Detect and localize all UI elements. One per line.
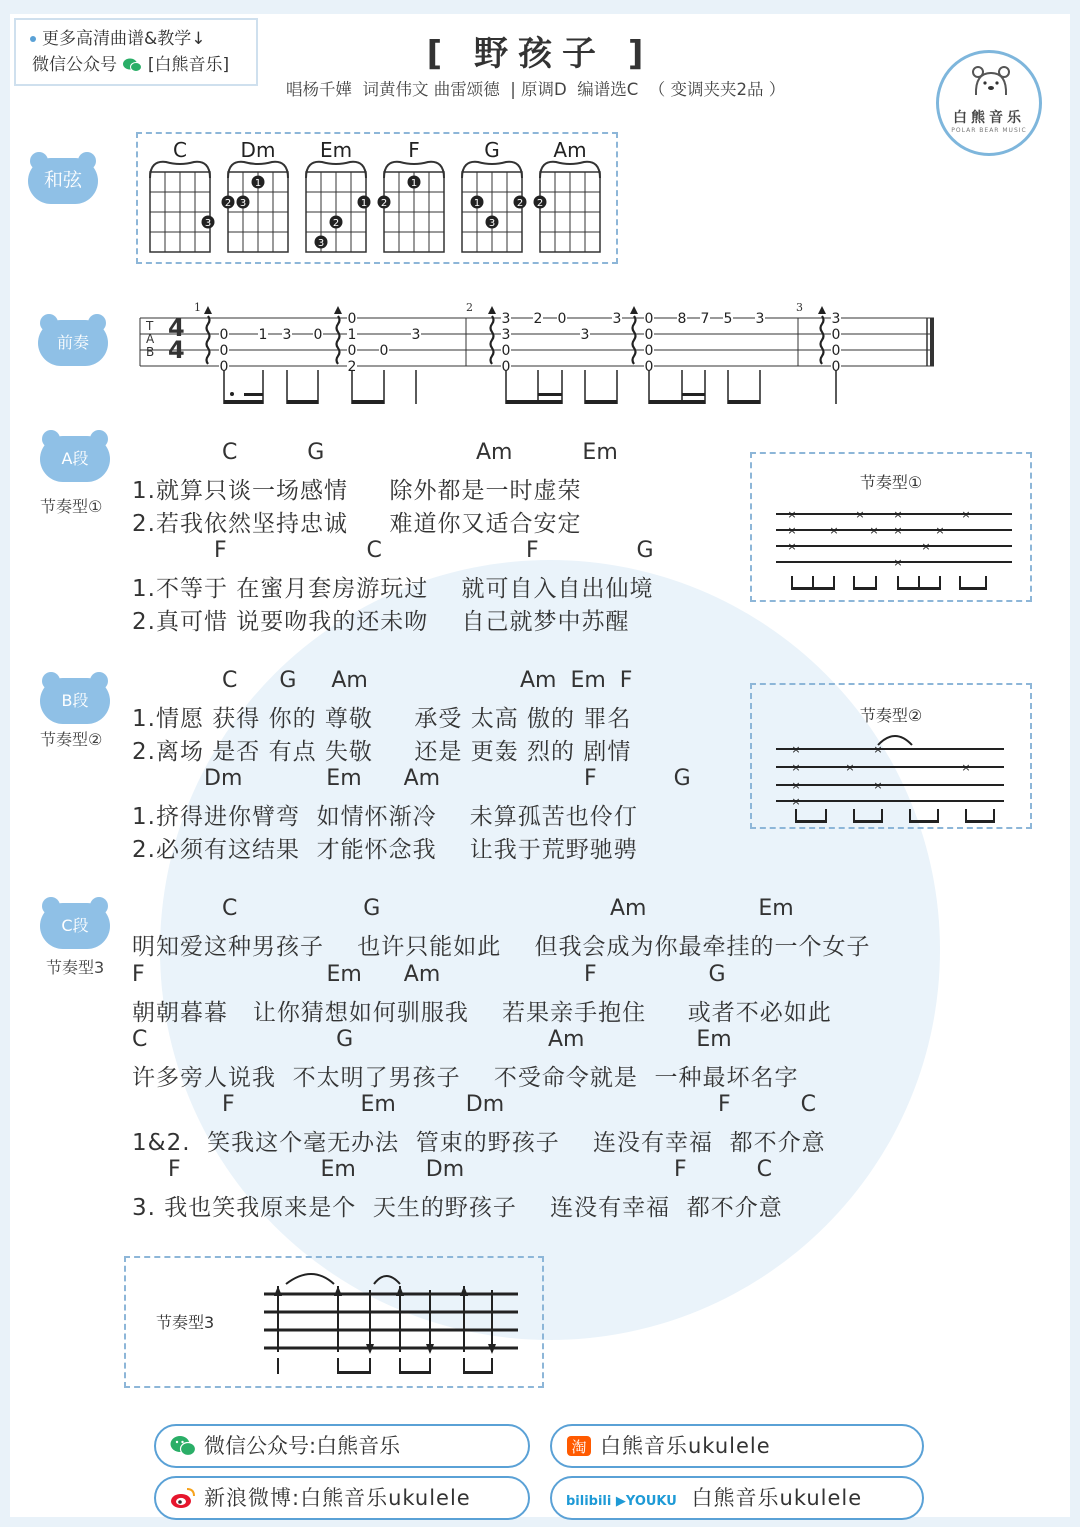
badge-b: B段 — [38, 672, 112, 724]
svg-text:3: 3 — [755, 311, 765, 327]
beam — [728, 400, 760, 404]
strum-mark: × — [873, 743, 883, 756]
rhythm-pattern-2 — [750, 683, 1032, 829]
time-signature: 4 — [168, 314, 185, 342]
chord-line: F Em Dm — [168, 1157, 465, 1182]
tab-note — [644, 311, 654, 327]
beam — [585, 400, 617, 404]
svg-text:0: 0 — [501, 359, 511, 375]
promo-line2: 微信公众号 — [32, 55, 117, 75]
tab-note — [501, 311, 511, 327]
rhythm-pattern-3 — [124, 1256, 544, 1388]
svg-text:3: 3 — [317, 238, 325, 249]
tab-note — [831, 311, 841, 327]
lyric-line: 2.必须有这结果 才能怀念我 让我于荒野驰骋 — [132, 837, 638, 863]
finger-dot — [237, 196, 250, 210]
beam — [506, 400, 562, 404]
chord-line: F C — [214, 538, 382, 563]
strum-mark: × — [935, 524, 945, 537]
finger-dot — [471, 196, 484, 210]
strum-mark: × — [869, 524, 879, 537]
strum-mark: × — [893, 508, 903, 521]
svg-text:8: 8 — [677, 311, 687, 327]
strum-mark: × — [787, 540, 797, 553]
strum-mark: × — [893, 556, 903, 569]
tab-note — [379, 343, 389, 359]
strum-mark: × — [961, 508, 971, 521]
badge-intro: 前奏 — [36, 314, 110, 366]
arpeggio-arrow — [204, 306, 212, 364]
chord-line: F G — [526, 538, 654, 563]
taobao-icon — [566, 1434, 592, 1458]
tab-note — [831, 343, 841, 359]
wechat-icon — [170, 1434, 196, 1458]
chord-c — [150, 138, 215, 252]
lyric-line: 2.离场 是否 有点 失敬 还是 更轰 烈的 剧情 — [132, 739, 632, 765]
svg-text:3: 3 — [831, 311, 841, 327]
beam — [400, 1371, 430, 1374]
tab-note — [411, 327, 421, 343]
up-arrow — [396, 1286, 404, 1296]
brand-logo — [936, 50, 1042, 156]
finger-dot — [514, 196, 527, 210]
beam — [338, 1371, 370, 1374]
slur — [286, 1274, 334, 1284]
svg-text:3: 3 — [239, 198, 247, 209]
chord-g — [462, 138, 527, 252]
rhythm-box-2-label: 节奏型② — [859, 706, 923, 725]
tab-clef: T — [146, 319, 154, 333]
lyric-line: 明知爱这种男孩子 也许只能如此 但我会成为你最牵挂的一个女子 — [132, 934, 871, 960]
finger-dot — [378, 196, 391, 210]
svg-text:0: 0 — [831, 359, 841, 375]
svg-text:3: 3 — [501, 327, 511, 343]
footer-bilibili-youku[interactable] — [550, 1476, 924, 1520]
svg-text:3: 3 — [411, 327, 421, 343]
polar-bear-icon — [971, 65, 1011, 99]
lyric-line: 朝朝暮暮 让你猜想如何驯服我 若果亲手抱住 或者不必如此 — [132, 1000, 832, 1026]
footer-wechat[interactable] — [154, 1424, 530, 1468]
strum-mark: × — [921, 540, 931, 553]
svg-text:0: 0 — [219, 359, 229, 375]
badge-a: A段 — [38, 430, 112, 482]
lyric-line: 许多旁人说我 不太明了男孩子 不受命令就是 一种最坏名字 — [132, 1065, 799, 1091]
beam — [796, 820, 826, 823]
strum-mark: × — [893, 524, 903, 537]
rhythm-box-3-label: 节奏型3 — [156, 1313, 215, 1332]
chord-name: G — [484, 138, 500, 162]
tab-note — [258, 327, 268, 343]
svg-text:0: 0 — [831, 343, 841, 359]
beam — [244, 393, 263, 396]
chord-am — [534, 138, 601, 252]
strum-mark: × — [873, 779, 883, 792]
svg-text:3: 3 — [612, 311, 622, 327]
chord-em — [306, 138, 371, 252]
logo-sub: POLAR BEAR MUSIC — [951, 127, 1027, 134]
svg-text:3: 3 — [282, 327, 292, 343]
svg-text:2: 2 — [224, 198, 232, 209]
song-credits: 唱杨千嬅 词黄伟文 曲雷颂德 | 原调D 编谱选C （ 变调夹夹2品 ） — [286, 80, 786, 99]
promo-account: [白熊音乐] — [147, 55, 230, 75]
strum-mark: × — [829, 524, 839, 537]
finger-dot — [222, 196, 235, 210]
tab-clef: A — [146, 332, 155, 346]
strum-mark: × — [855, 508, 865, 521]
beam — [854, 820, 882, 823]
chord-line: C G Am — [222, 668, 368, 693]
up-arrow — [334, 1286, 342, 1296]
arpeggio-arrow — [334, 306, 342, 364]
beam — [287, 400, 318, 404]
beam — [682, 393, 705, 396]
chord-line: Dm Em Am — [204, 766, 441, 791]
svg-text:3: 3 — [204, 218, 212, 229]
chord-line: C G — [132, 1027, 354, 1052]
footer-taobao-label: 白熊音乐ukulele — [600, 1434, 771, 1458]
svg-text:3: 3 — [488, 218, 496, 229]
chord-diagrams — [136, 132, 618, 264]
svg-text:淘: 淘 — [571, 1438, 587, 1456]
finger-dot — [486, 216, 499, 230]
tab-note — [580, 327, 590, 343]
svg-text:2: 2 — [533, 311, 543, 327]
lyric-line: 1.不等于 在蜜月套房游玩过 就可自入自出仙境 — [132, 576, 654, 602]
rhythm-pattern-1 — [750, 452, 1032, 602]
tab-note — [677, 311, 687, 327]
measure-number: 2 — [466, 301, 473, 314]
tab-note — [612, 311, 622, 327]
lyric-line: 2.真可惜 说要吻我的还未吻 自己就梦中苏醒 — [132, 609, 630, 635]
tab-note — [557, 311, 567, 327]
bilibili-youku-icon: bilibili ▶YOUKU — [566, 1494, 677, 1509]
finger-dot — [358, 196, 371, 210]
time-signature: 4 — [168, 336, 185, 364]
svg-text:3: 3 — [580, 327, 590, 343]
chord-line: Am Em F — [520, 668, 633, 693]
finger-dot — [534, 196, 547, 210]
tab-note — [282, 327, 292, 343]
tab-note — [501, 327, 511, 343]
svg-text:1: 1 — [254, 178, 262, 189]
strum-mark: × — [791, 743, 801, 756]
chord-name: C — [173, 138, 187, 162]
footer-weibo[interactable] — [154, 1476, 530, 1520]
strum-mark: × — [791, 779, 801, 792]
promo-line1: 更多高清曲谱&教学↓ — [42, 29, 206, 49]
svg-text:0: 0 — [557, 311, 567, 327]
finger-dot — [408, 176, 421, 190]
dot — [230, 392, 234, 396]
chord-line: C G — [222, 896, 381, 921]
svg-text:0: 0 — [644, 327, 654, 343]
song-title: [ 野孩子 ] — [426, 34, 654, 74]
arpeggio-arrow — [488, 306, 496, 364]
weibo-icon — [170, 1486, 196, 1510]
finger-dot — [330, 216, 343, 230]
beam — [910, 820, 938, 823]
lyric-line: 2.若我依然坚持忠诚 难道你又适合安定 — [132, 511, 582, 537]
lyric-line: 1.挤得进你臂弯 如情怀渐冷 未算孤苦也伶仃 — [132, 804, 638, 830]
measure-number: 1 — [194, 301, 201, 314]
footer-wechat-label: 微信公众号:白熊音乐 — [204, 1434, 401, 1458]
measure-number: 3 — [796, 301, 803, 314]
rhythm-label-a: 节奏型① — [40, 497, 103, 516]
logo-name: 白熊音乐 — [953, 110, 1025, 126]
strum-mark: × — [787, 524, 797, 537]
tab-clef: B — [146, 345, 155, 359]
tab-note — [644, 343, 654, 359]
svg-text:1: 1 — [347, 327, 357, 343]
svg-text:0: 0 — [644, 343, 654, 359]
strum-mark: × — [961, 761, 971, 774]
chord-line: F Em Dm — [222, 1092, 505, 1117]
tab-note — [219, 327, 229, 343]
chord-line: Am Em — [476, 440, 618, 465]
strum-mark: × — [791, 761, 801, 774]
svg-text:1: 1 — [360, 198, 368, 209]
chord-line: F Em Am — [132, 962, 441, 987]
chord-f — [378, 138, 445, 252]
chord-line: F G — [584, 766, 691, 791]
tab-note — [755, 311, 765, 327]
svg-text:2: 2 — [332, 218, 340, 229]
tab-note — [313, 327, 323, 343]
tab-note — [347, 327, 357, 343]
svg-text:7: 7 — [700, 311, 710, 327]
svg-text:0: 0 — [219, 343, 229, 359]
svg-text:1: 1 — [258, 327, 268, 343]
chord-name: Am — [553, 138, 587, 162]
svg-text:1: 1 — [473, 198, 481, 209]
footer-bilibili-label: 白熊音乐ukulele — [691, 1486, 863, 1510]
svg-text:0: 0 — [347, 311, 357, 327]
svg-text:0: 0 — [313, 327, 323, 343]
beam — [538, 393, 562, 396]
slur — [374, 1276, 400, 1284]
svg-text:2: 2 — [347, 359, 357, 375]
strum-mark: × — [791, 795, 801, 808]
tab-note — [219, 343, 229, 359]
svg-text:0: 0 — [347, 343, 357, 359]
chord-line: F C — [718, 1092, 816, 1117]
slur — [878, 736, 912, 745]
chord-line: Am Em — [610, 896, 794, 921]
chord-line: F C — [674, 1157, 772, 1182]
arpeggio-arrow — [630, 306, 638, 364]
lyric-line: 3. 我也笑我原来是个 天生的野孩子 连没有幸福 都不介意 — [132, 1195, 783, 1221]
strum-mark: × — [845, 761, 855, 774]
arpeggio-arrow — [818, 306, 826, 364]
chord-name: Dm — [240, 138, 276, 162]
tab-note — [644, 327, 654, 343]
svg-text:0: 0 — [644, 311, 654, 327]
rhythm-label-c: 节奏型3 — [46, 958, 105, 977]
up-arrow — [274, 1286, 282, 1296]
beam — [464, 1371, 492, 1374]
tab-note — [347, 343, 357, 359]
chord-dm — [222, 138, 289, 252]
strum-mark: × — [787, 508, 797, 521]
svg-text:2: 2 — [380, 198, 388, 209]
tab-note — [501, 343, 511, 359]
badge-chords: 和弦 — [26, 152, 100, 204]
tab-note — [347, 311, 357, 327]
svg-text:0: 0 — [644, 359, 654, 375]
footer-taobao[interactable] — [550, 1424, 924, 1468]
tab-note — [831, 327, 841, 343]
svg-text:3: 3 — [501, 311, 511, 327]
chord-name: Em — [319, 138, 353, 162]
svg-text:0: 0 — [379, 343, 389, 359]
rhythm-label-b: 节奏型② — [40, 730, 103, 749]
chord-line: F G — [584, 962, 726, 987]
chord-name: F — [408, 138, 420, 162]
tab-note — [723, 311, 733, 327]
chord-line: C G — [222, 440, 325, 465]
intro-tab — [0, 296, 960, 412]
finger-dot — [252, 176, 265, 190]
beam — [966, 820, 994, 823]
lyric-line: 1.情愿 获得 你的 尊敬 承受 太高 傲的 罪名 — [132, 706, 632, 732]
svg-text:2: 2 — [536, 198, 544, 209]
svg-text:1: 1 — [410, 178, 418, 189]
beam — [960, 587, 986, 590]
svg-text:0: 0 — [219, 327, 229, 343]
svg-text:0: 0 — [831, 327, 841, 343]
lyric-line: 1.就算只谈一场感情 除外都是一时虚荣 — [132, 478, 582, 504]
svg-text:5: 5 — [723, 311, 733, 327]
lyric-line: 1&2. 笑我这个毫无办法 管束的野孩子 连没有幸福 都不介意 — [132, 1130, 826, 1156]
beam — [649, 400, 705, 404]
beam — [224, 400, 263, 404]
chord-line: Am Em — [548, 1027, 732, 1052]
svg-text:2: 2 — [516, 198, 524, 209]
finger-dot — [202, 216, 215, 230]
beam — [854, 587, 876, 590]
footer-weibo-label: 新浪微博:白熊音乐ukulele — [204, 1486, 471, 1510]
tab-note — [533, 311, 543, 327]
beam — [352, 400, 384, 404]
svg-text:0: 0 — [501, 343, 511, 359]
up-arrow — [460, 1286, 468, 1296]
badge-c: C段 — [38, 897, 112, 949]
finger-dot — [315, 236, 328, 250]
rhythm-box-1-label: 节奏型① — [859, 473, 923, 492]
tab-note — [700, 311, 710, 327]
